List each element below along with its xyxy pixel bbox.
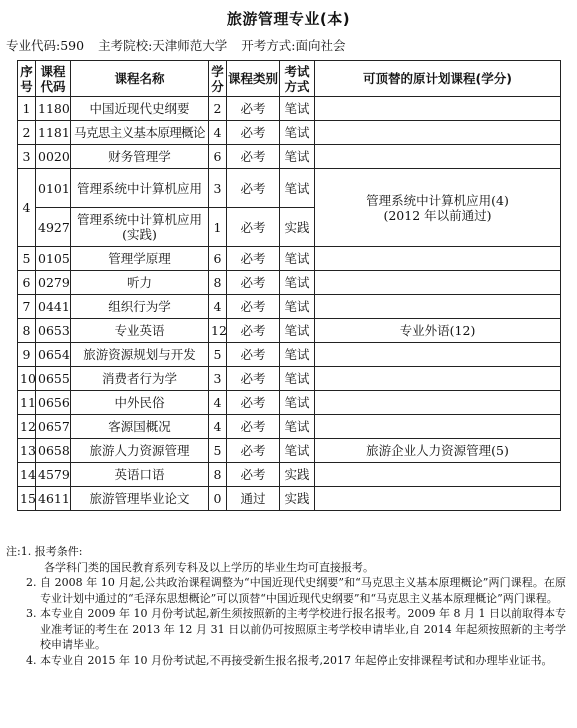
cell-code: 0441 xyxy=(36,295,71,319)
header-replace: 可顶替的原计划课程(学分) xyxy=(315,61,561,97)
cell-exam: 实践 xyxy=(280,208,315,247)
cell-name: 旅游管理毕业论文 xyxy=(71,487,209,511)
cell-code: 0658 xyxy=(36,439,71,463)
replace-computer-line2: (2012 年以前通过) xyxy=(383,207,492,223)
cell-name: 马克思主义基本原理概论 xyxy=(71,121,209,145)
table-row xyxy=(18,439,561,463)
cell-exam: 笔试 xyxy=(280,295,315,319)
cell-credit: 5 xyxy=(209,439,227,463)
cell-name: 消费者行为学 xyxy=(71,367,209,391)
cell-name: 管理系统中计算机应用 xyxy=(71,169,209,208)
cell-replace xyxy=(315,367,561,391)
cell-name: 客源国概况 xyxy=(71,415,209,439)
header-seq: 序号 xyxy=(18,61,36,97)
cell-replace xyxy=(315,487,561,511)
cell-seq: 14 xyxy=(18,463,36,487)
cell-exam: 笔试 xyxy=(280,169,315,208)
table-row xyxy=(18,391,561,415)
cell-seq: 4 xyxy=(18,169,36,247)
cell-credit: 0 xyxy=(209,487,227,511)
cell-code: 0105 xyxy=(36,247,71,271)
cell-type: 必考 xyxy=(227,97,280,121)
cell-name: 管理系统中计算机应用(实践) xyxy=(71,208,209,247)
cell-type: 必考 xyxy=(227,121,280,145)
cell-code: 1180 xyxy=(36,97,71,121)
cell-replace-computer xyxy=(315,169,561,247)
cell-exam: 笔试 xyxy=(280,319,315,343)
cell-type: 必考 xyxy=(227,319,280,343)
cell-code: 0657 xyxy=(36,415,71,439)
table-row xyxy=(18,415,561,439)
cell-seq: 8 xyxy=(18,319,36,343)
cell-type: 必考 xyxy=(227,367,280,391)
cell-exam: 笔试 xyxy=(280,271,315,295)
cell-seq: 13 xyxy=(18,439,36,463)
table-row xyxy=(18,169,561,208)
table-row xyxy=(18,343,561,367)
cell-exam: 实践 xyxy=(280,463,315,487)
cell-name: 财务管理学 xyxy=(71,145,209,169)
host-school: 主考院校:天津师范大学 xyxy=(98,38,228,53)
cell-type: 必考 xyxy=(227,145,280,169)
cell-code: 1181 xyxy=(36,121,71,145)
course-table xyxy=(17,60,561,511)
cell-type: 必考 xyxy=(227,343,280,367)
cell-exam: 笔试 xyxy=(280,145,315,169)
cell-type: 必考 xyxy=(227,247,280,271)
page-title: 旅游管理专业(本) xyxy=(226,10,351,28)
cell-credit: 2 xyxy=(209,97,227,121)
table-header-row xyxy=(18,61,561,97)
cell-name: 中外民俗 xyxy=(71,391,209,415)
table-row xyxy=(18,487,561,511)
cell-replace xyxy=(315,415,561,439)
cell-code: 0101 xyxy=(36,169,71,208)
cell-name: 管理学原理 xyxy=(71,247,209,271)
table-row xyxy=(18,97,561,121)
cell-replace xyxy=(315,463,561,487)
cell-seq: 15 xyxy=(18,487,36,511)
cell-exam: 笔试 xyxy=(280,439,315,463)
cell-replace xyxy=(315,391,561,415)
note-text: 本专业自 2009 年 10 月份考试起,新生须按照新的主考学校进行报名报考。2009 年 8 月 1 日以前取得本专业准考证的考生在 2013 年 12 月 31 日以前仍可按照原主考学校申请毕业,自 2014 年起须按照新的主考学校申请毕业。 xyxy=(40,607,566,651)
notes-section xyxy=(6,544,566,668)
header-name: 课程名称 xyxy=(71,61,209,97)
cell-seq: 3 xyxy=(18,145,36,169)
note-1-text: 各学科门类的国民教育系列专科及以上学历的毕业生均可直接报考。 xyxy=(44,560,374,574)
cell-name: 组织行为学 xyxy=(71,295,209,319)
table-row xyxy=(18,463,561,487)
table-row xyxy=(18,319,561,343)
cell-replace-english: 专业外语(12) xyxy=(315,319,561,343)
cell-code: 0656 xyxy=(36,391,71,415)
cell-type: 必考 xyxy=(227,271,280,295)
note-number: 3. xyxy=(26,607,37,620)
cell-credit: 5 xyxy=(209,343,227,367)
cell-name: 旅游人力资源管理 xyxy=(71,439,209,463)
cell-name: 听力 xyxy=(71,271,209,295)
cell-code: 4927 xyxy=(36,208,71,247)
cell-replace xyxy=(315,145,561,169)
cell-seq: 2 xyxy=(18,121,36,145)
cell-exam: 笔试 xyxy=(280,343,315,367)
note-text: 本专业自 2015 年 10 月份考试起,不再接受新生报名报考,2017 年起停止安排课程考试和办理毕业证书。 xyxy=(40,653,553,667)
cell-seq: 9 xyxy=(18,343,36,367)
table-row xyxy=(18,247,561,271)
cell-type: 必考 xyxy=(227,391,280,415)
note-item xyxy=(6,606,566,653)
cell-replace xyxy=(315,97,561,121)
cell-exam: 笔试 xyxy=(280,367,315,391)
cell-credit: 6 xyxy=(209,247,227,271)
cell-name: 英语口语 xyxy=(71,463,209,487)
cell-credit: 3 xyxy=(209,367,227,391)
note-item xyxy=(6,575,566,606)
cell-replace-hr: 旅游企业人力资源管理(5) xyxy=(315,439,561,463)
replace-computer-line1: 管理系统中计算机应用(4) xyxy=(366,192,509,208)
header-exam: 考试方式 xyxy=(280,61,315,97)
cell-code: 0020 xyxy=(36,145,71,169)
cell-code: 4611 xyxy=(36,487,71,511)
table-row xyxy=(18,367,561,391)
table-row xyxy=(18,271,561,295)
cell-seq: 10 xyxy=(18,367,36,391)
note-item xyxy=(6,653,566,669)
cell-code: 0655 xyxy=(36,367,71,391)
cell-replace xyxy=(315,121,561,145)
cell-seq: 1 xyxy=(18,97,36,121)
cell-code: 0653 xyxy=(36,319,71,343)
cell-credit: 4 xyxy=(209,415,227,439)
cell-seq: 12 xyxy=(18,415,36,439)
cell-credit: 4 xyxy=(209,121,227,145)
cell-credit: 1 xyxy=(209,208,227,247)
cell-credit: 8 xyxy=(209,271,227,295)
table-row xyxy=(18,295,561,319)
cell-type: 必考 xyxy=(227,169,280,208)
cell-seq: 7 xyxy=(18,295,36,319)
cell-code: 0279 xyxy=(36,271,71,295)
cell-credit: 3 xyxy=(209,169,227,208)
cell-code: 4579 xyxy=(36,463,71,487)
cell-type: 必考 xyxy=(227,463,280,487)
cell-code: 0654 xyxy=(36,343,71,367)
cell-exam: 笔试 xyxy=(280,97,315,121)
cell-exam: 实践 xyxy=(280,487,315,511)
header-type: 课程类别 xyxy=(227,61,280,97)
cell-name: 旅游资源规划与开发 xyxy=(71,343,209,367)
cell-seq: 11 xyxy=(18,391,36,415)
cell-replace xyxy=(315,295,561,319)
cell-credit: 6 xyxy=(209,145,227,169)
note-text: 自 2008 年 10 月起,公共政治课程调整为“中国近现代史纲要”和“马克思主义基本原理概论”两门课程。在原专业计划中通过的“毛泽东思想概论”可以顶替“中国近现代史纲要”和“马克思主义基本原理概论”两门课程。 xyxy=(40,576,566,605)
note-1-head: 注:1. 报考条件: xyxy=(6,545,83,558)
header-credit: 学分 xyxy=(209,61,227,97)
cell-exam: 笔试 xyxy=(280,247,315,271)
header-code: 课程代码 xyxy=(36,61,71,97)
cell-credit: 4 xyxy=(209,391,227,415)
cell-type: 通过 xyxy=(227,487,280,511)
cell-exam: 笔试 xyxy=(280,415,315,439)
table-row xyxy=(18,145,561,169)
major-info xyxy=(6,36,355,54)
cell-type: 必考 xyxy=(227,208,280,247)
cell-credit: 4 xyxy=(209,295,227,319)
cell-replace xyxy=(315,343,561,367)
cell-type: 必考 xyxy=(227,415,280,439)
cell-replace xyxy=(315,271,561,295)
note-number: 4. xyxy=(26,653,37,667)
cell-replace xyxy=(315,247,561,271)
cell-name: 中国近现代史纲要 xyxy=(71,97,209,121)
cell-name: 专业英语 xyxy=(71,319,209,343)
cell-seq: 6 xyxy=(18,271,36,295)
note-number: 2. xyxy=(26,576,37,589)
exam-mode: 开考方式:面向社会 xyxy=(241,38,346,53)
cell-exam: 笔试 xyxy=(280,391,315,415)
cell-exam: 笔试 xyxy=(280,121,315,145)
cell-type: 必考 xyxy=(227,439,280,463)
cell-credit: 8 xyxy=(209,463,227,487)
cell-type: 必考 xyxy=(227,295,280,319)
table-row xyxy=(18,121,561,145)
cell-seq: 5 xyxy=(18,247,36,271)
major-code: 专业代码:590 xyxy=(6,38,85,53)
cell-credit: 12 xyxy=(209,319,227,343)
